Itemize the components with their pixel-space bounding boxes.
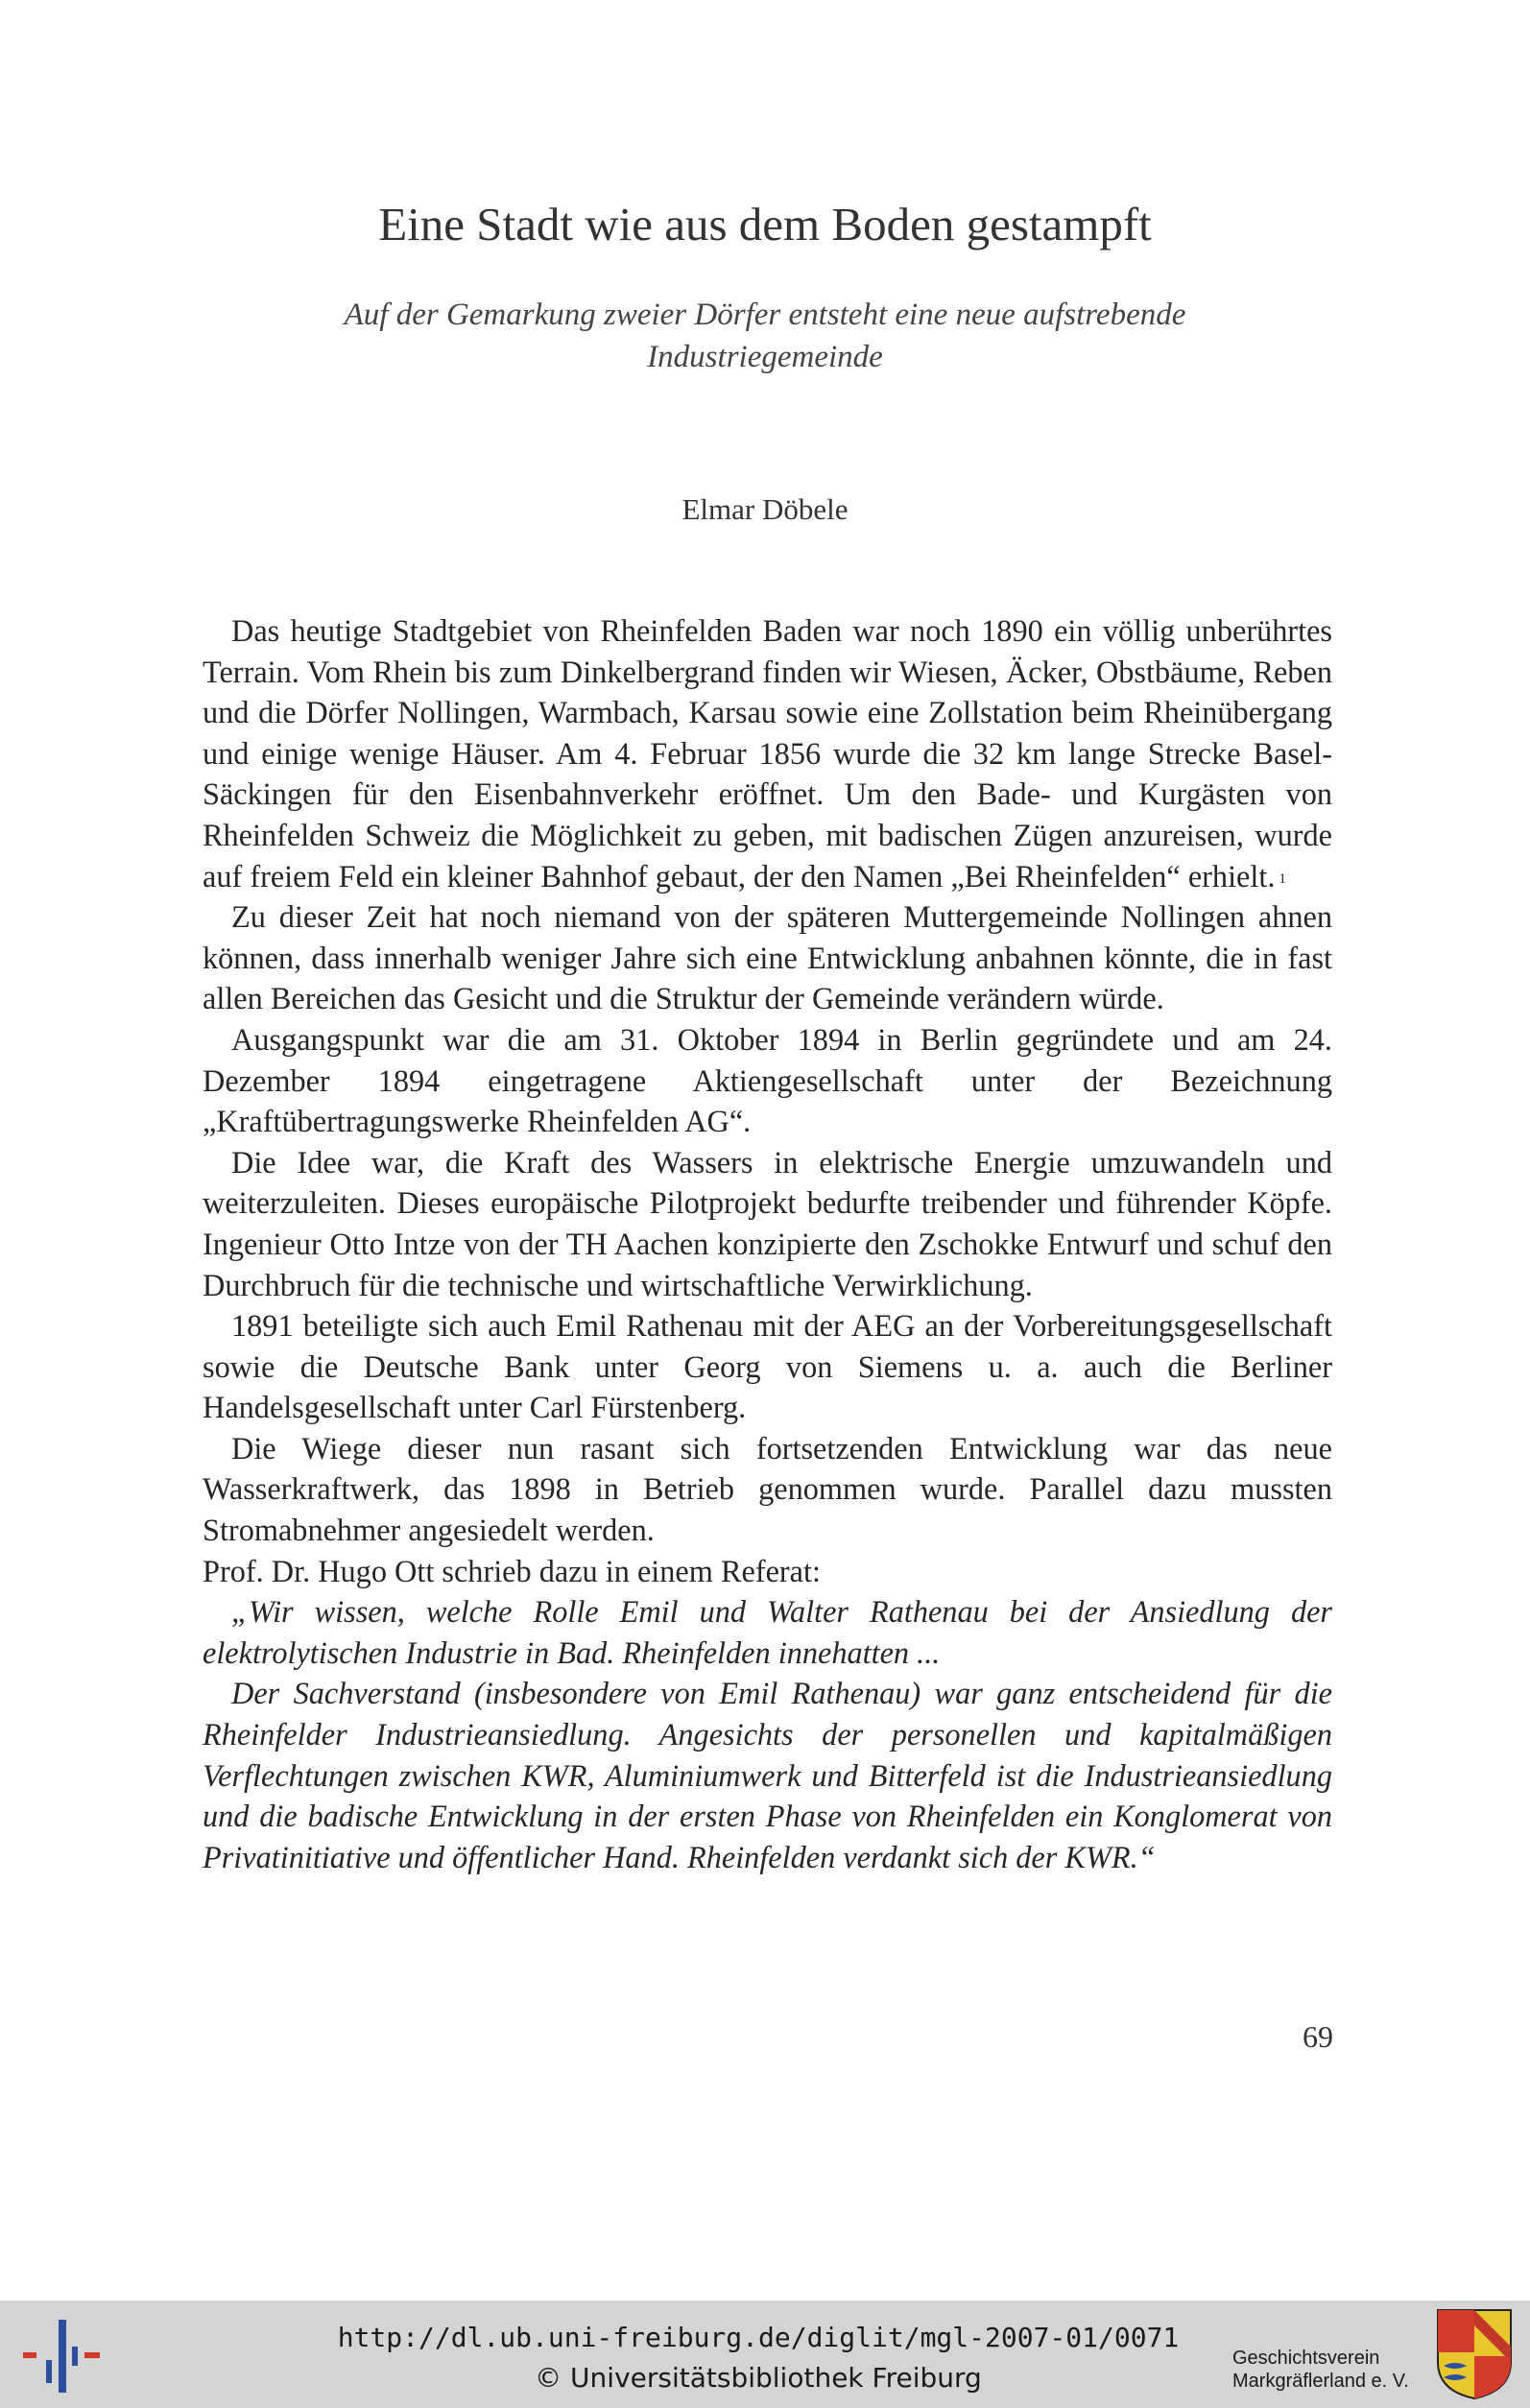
coat-of-arms-icon[interactable] [1436,2308,1513,2400]
quote-paragraph: Der Sachverstand (insbesondere von Emil Rathenau) war ganz entscheidend für die Rheinfelder Industrieansiedlung. Angesichts der personellen und kapitalmäßigen Verflechtungen zwischen KWR, Aluminiumwerk und Bitterfeld ist die Industrieansiedlung und die badische Entwicklung in der ersten Phase von Rheinfelden ein Konglomerat von Privatinitiative und öffentlicher Hand. Rheinfelden verdankt sich der KWR.“ [203,1676,1332,1874]
page-title: Eine Stadt wie aus dem Boden gestampft [378,198,1152,250]
paragraph: Die Idee war, die Kraft des Wassers in elektrische Energie umzuwandeln und weiterzuleiten. Dieses europäische Pilotprojekt bedurfte treibender und führender Köpfe. Ingenieur Otto Intze von der TH Aachen konzipierte den Zschokke Entwurf und schuf den Durchbruch für die technische und wirtschaftliche Verwirklichung. [203,1144,1332,1302]
body-text [203,610,1332,1877]
source-url-link[interactable]: http://dl.ub.uni-freiburg.de/diglit/mgl-2007-01/0071 [337,2322,1180,2353]
page-number: 69 [1303,2019,1333,2054]
footnote-mark[interactable]: 1 [1279,870,1286,887]
paragraph: 1891 beteiligte sich auch Emil Rathenau mit der AEG an der Vorbereitungsgesellschaft sowie die Deutsche Bank unter Georg von Siemens u. a. auch die Berliner Handelsgesellschaft unter Carl Fürstenberg. [203,1308,1332,1425]
subtitle: Auf der Gemarkung zweier Dörfer entsteht eine neue aufstrebende Industriegemeinde [344,298,1186,374]
paragraph: Die Wiege dieser nun rasant sich fortsetzenden Entwicklung war das neue Wasserkraftwerk, das 1898 in Betrieb genommen wurde. Parallel dazu mussten Stromabnehmer angesiedelt werden. [203,1430,1332,1548]
quote-paragraph: „Wir wissen, welche Rolle Emil und Walter Rathenau bei der Ansiedlung der elektrolytischen Industrie in Bad. Rheinfelden innehatten ... [203,1594,1332,1670]
footer-bar [0,2301,1530,2408]
paragraph: Das heutige Stadtgebiet von Rheinfelden Baden war noch 1890 ein völlig unberührtes Terrain. Vom Rhein bis zum Dinkelbergrand finden wir Wiesen, Äcker, Obstbäume, Reben und die Dörfer Nollingen, Warmbach, Karsau sowie eine Zollstation beim Rheinübergang und einige wenige Häuser. Am 4. Februar 1856 wurde die 32 km lange Strecke Basel-Säckingen für den Eisenbahnverkehr eröffnet. Um den Bade- und Kurgästen von Rheinfelden Schweiz die Möglichkeit zu geben, mit badischen Zügen anzureisen, wurde auf freiem Feld ein kleiner Bahnhof gebaut, der den Namen „Bei Rheinfelden“ erhielt. $^1$ [203,613,1332,894]
paragraph: Prof. Dr. Hugo Ott schrieb dazu in einem Referat: [203,1553,821,1588]
author: Elmar Döbele [681,492,849,526]
society-name: Geschichtsverein Markgräflerland e. V. [1232,2348,1409,2392]
paragraph: Ausgangspunkt war die am 31. Oktober 1894 in Berlin gegründete und am 24. Dezember 1894 eingetragene Aktiengesellschaft unter der Bezeichnung „Kraftübertragungswerke Rheinfelden AG“. [203,1021,1332,1139]
copyright-notice: © Universitätsbibliothek Freiburg [535,2362,982,2394]
paragraph: Zu dieser Zeit hat noch niemand von der späteren Muttergemeinde Nollingen ahnen können, dass innerhalb weniger Jahre sich eine Entwicklung anbahnen könnte, die in fast allen Bereichen das Gesicht und die Struktur der Gemeinde verändern würde. [203,899,1332,1016]
ub-freiburg-logo-icon[interactable] [17,2312,104,2400]
